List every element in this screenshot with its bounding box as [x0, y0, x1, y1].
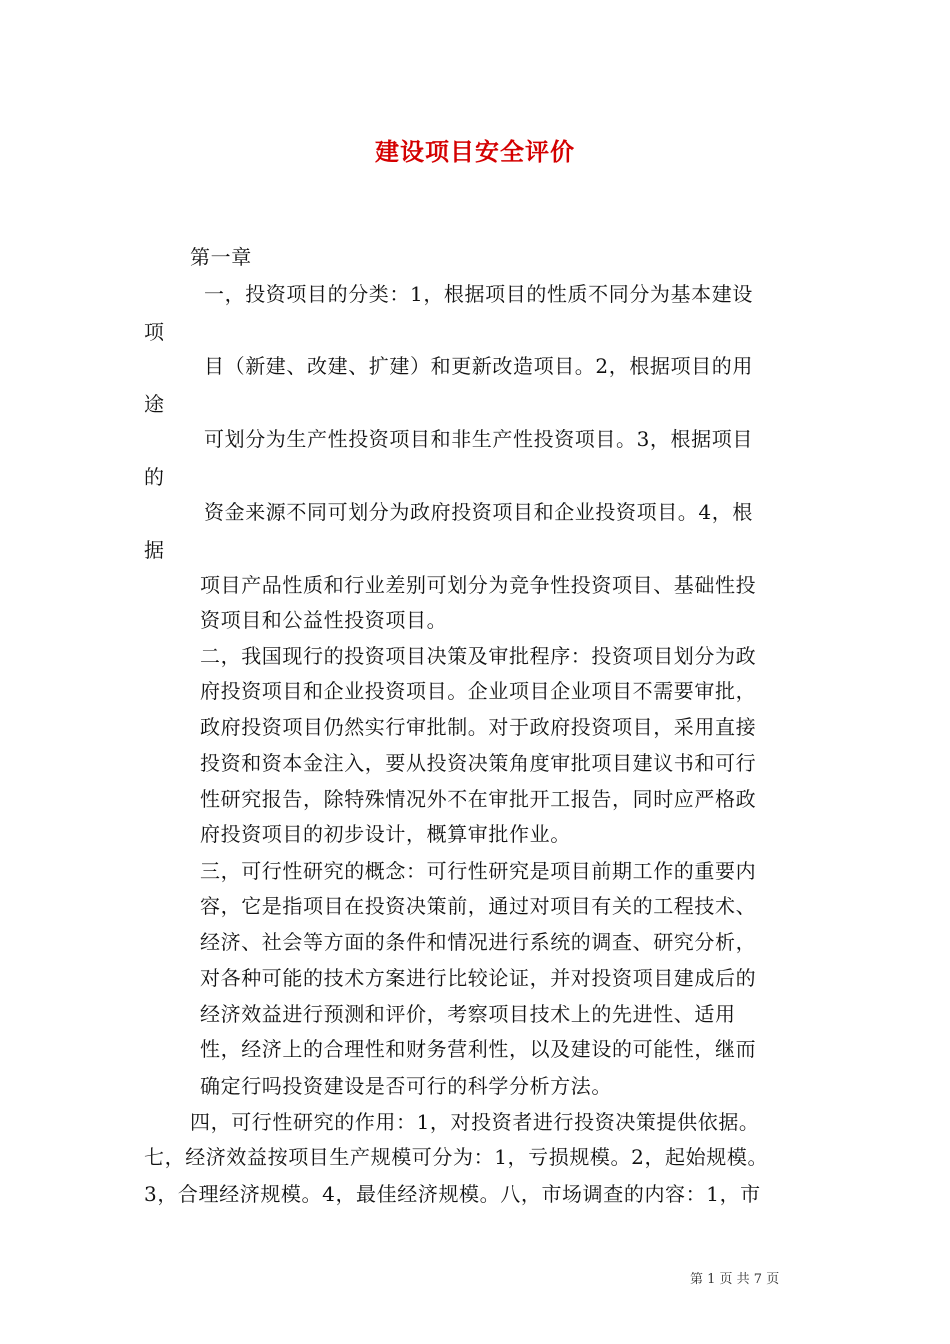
text-line: 可划分为生产性投资项目和非生产性投资项目。3，根据项目	[204, 427, 753, 451]
text-line: 资项目和公益性投资项目。	[200, 608, 448, 632]
text-line: 途	[144, 392, 165, 416]
text-line: 二，我国现行的投资项目决策及审批程序：投资项目划分为政	[200, 644, 757, 668]
text-line: 政府投资项目仍然实行审批制。对于政府投资项目，采用直接	[200, 715, 757, 739]
text-line: 对各种可能的技术方案进行比较论证，并对投资项目建成后的	[200, 966, 757, 990]
text-line: 经济、社会等方面的条件和情况进行系统的调查、研究分析，	[200, 930, 757, 954]
text-line: 目（新建、改建、扩建）和更新改造项目。2，根据项目的用	[204, 354, 753, 378]
text-line: 投资和资本金注入，要从投资决策角度审批项目建议书和可行	[200, 751, 757, 775]
text-line: 七，经济效益按项目生产规模可分为：1，亏损规模。2，起始规模。	[144, 1145, 769, 1169]
text-line: 性，经济上的合理性和财务营利性，以及建设的可能性，继而	[200, 1037, 757, 1061]
text-line: 确定行吗投资建设是否可行的科学分析方法。	[200, 1074, 612, 1098]
text-line: 四，可行性研究的作用：1，对投资者进行投资决策提供依据。	[190, 1110, 760, 1134]
text-line: 的	[144, 465, 165, 489]
text-line: 容，它是指项目在投资决策前，通过对项目有关的工程技术、	[200, 894, 757, 918]
text-line: 性研究报告，除特殊情况外不在审批开工报告，同时应严格政	[200, 787, 757, 811]
text-line: 三，可行性研究的概念：可行性研究是项目前期工作的重要内	[200, 859, 757, 883]
text-line: 据	[144, 538, 165, 562]
text-line: 项	[144, 320, 165, 344]
text-line: 资金来源不同可划分为政府投资项目和企业投资项目。4，根	[204, 500, 753, 524]
text-line: 府投资项目的初步设计，概算审批作业。	[200, 822, 571, 846]
text-line: 府投资项目和企业投资项目。企业项目企业项目不需要审批，	[200, 679, 757, 703]
text-line: 项目产品性质和行业差别可划分为竞争性投资项目、基础性投	[200, 573, 757, 597]
chapter-heading: 第一章	[190, 245, 252, 269]
text-line: 经济效益进行预测和评价，考察项目技术上的先进性、适用	[200, 1002, 736, 1026]
text-line: 一，投资项目的分类：1，根据项目的性质不同分为基本建设	[204, 282, 753, 306]
text-line: 3，合理经济规模。4，最佳经济规模。八，市场调查的内容：1，市	[144, 1182, 761, 1206]
page-number-footer: 第 1 页 共 7 页	[690, 1272, 780, 1287]
document-title: 建设项目安全评价	[375, 137, 575, 166]
